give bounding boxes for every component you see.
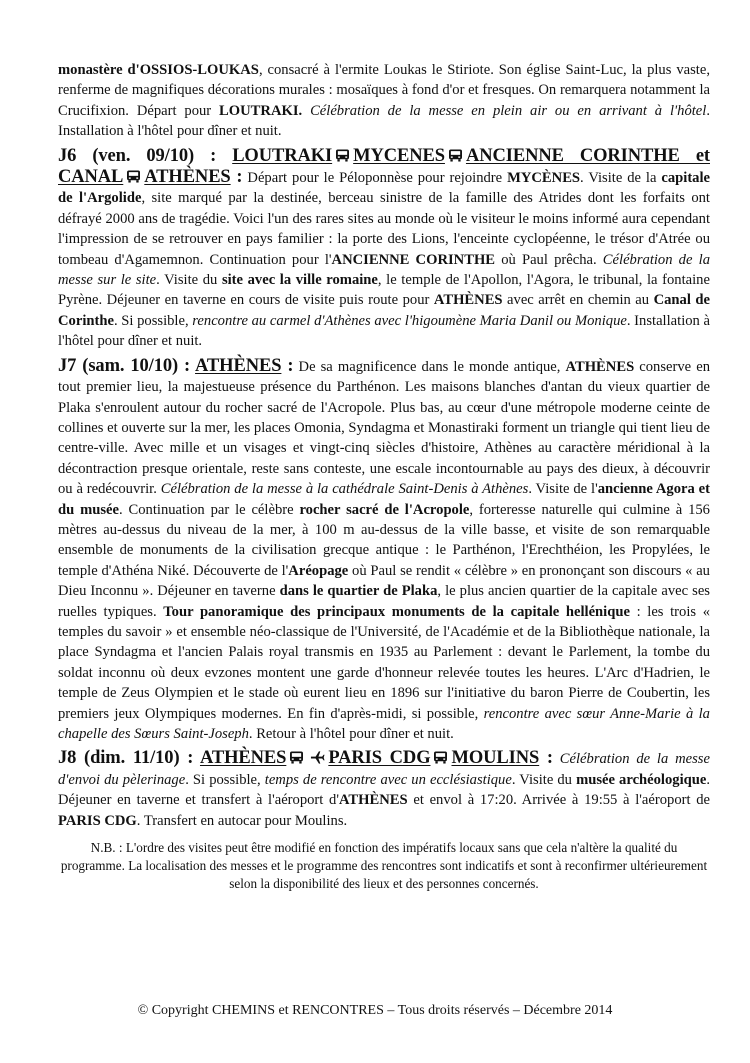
day-text: Départ pour le Péloponnèse pour rejoindre	[242, 170, 508, 187]
day-text: , le plus ancien quartier de la capitale avec ses ruelles typiques.	[58, 583, 710, 620]
bus-icon	[126, 170, 141, 183]
day-text: . Visite du	[511, 771, 577, 788]
mass-note: Célébration de la messe sur le site	[58, 251, 710, 289]
day-text: , le temple de l'Apollon, l'Agora, le tribunal, la fontaine Pyrène. Déjeuner en taverne en cours de visite puis route pour	[58, 272, 710, 309]
day-text: . Déjeuner en taverne et transfert à l'aéroport d'	[58, 771, 711, 809]
day-text: , site marqué par la destinée, berceau sinistre de la famille des Atrides dont les forfaits ont défrayé 2000 ans de tragédie. Voici l'un des rares sites au monde où le visiteur le moins informé aura cependant l'impression de se retrouver en pays familier : la porte des Lions, l'enceinte cyclopéenne, le trésor d'Atrée ou tombeau d'Agamemnon. Continuation pour l'	[58, 190, 710, 268]
bus-icon	[289, 751, 304, 764]
highlight-text: musée archéologique	[576, 771, 707, 788]
place-areopage: Aréopage	[288, 562, 349, 579]
day-j8-heading	[58, 748, 553, 768]
day-text: : les trois « temples du savoir » et ensemble néo-classique de l'Université, de l'Académie et de la Bibliothèque nationale, la place Syndagma et l'ancien Palais royal transmis en 1935 au Parlement : devant le Parlement, la tombe du soldat inconnu où deux evzones montent une garde d'honneur relevée toutes les heures. L'Arc d'Hadrien, le temple de Zeus Olympien et le stade où eurent lieu en 1896 sur l'initiative du baron Pierre de Coubertin, les premiers jeux Olympiques modernes. En fin d'après-midi, si possible,	[58, 603, 710, 722]
place-corinthe: ANCIENNE CORINTHE	[331, 251, 496, 268]
mass-note: Célébration de la messe à la cathédrale Saint-Denis à Athènes	[160, 481, 529, 498]
day-route	[200, 748, 539, 768]
day-j7	[58, 356, 710, 745]
day-text: . Transfert en autocar pour Moulins.	[136, 812, 348, 829]
highlight-text: capitale de l'Argolide	[58, 170, 711, 207]
day-text: conserve en tout premier lieu, la majestueuse présence du Parthénon. Les maisons blanches d'antan du vieux quartier de Plaka s'enroulent autour du rocher sacré de l'Acropole. Plus bas, au cœur d'une métropole moderne ceinte de collines et ouverte sur la mer, les places Omonia, Syndagma et Monastiraki forment un triangle qui tient lieu de centre-ville. Avec mille et un visages et vingt-cinq siècles d'histoire, Athènes au caractère méridional à la décontraction presque orientale, reste sans conteste, une escale incontournable au pays des dieux, à découvrir ou à redécouvrir.	[58, 358, 710, 498]
day-text: . Si possible,	[113, 312, 193, 329]
place-canal: Canal de Corinthe	[58, 292, 711, 329]
route-stop: LOUTRAKI	[232, 145, 333, 166]
day-label: J7 (sam. 10/10) :	[58, 355, 196, 376]
highlight-text: dans le quartier de Plaka	[279, 583, 438, 600]
day-j8	[58, 748, 710, 831]
meeting-note: rencontre au carmel d'Athènes avec l'higoumène Maria Danil ou Monique	[192, 312, 627, 329]
highlight-text: site avec la ville romaine	[221, 272, 378, 289]
route-stop: ANCIENNE CORINTHE et CANAL	[58, 145, 710, 188]
nb-note: N.B. : L'ordre des visites peut être modifié en fonction des impératifs locaux sans que cela n'altère la qualité du programme. La localisation des messes et le programme des rencontres sont indicatifs et sont à reconfirmer ultérieurement selon la disponibilité des lieux et des personnes concernés.	[60, 840, 708, 891]
route-stop: ATHÈNES	[199, 748, 287, 769]
place-athenes: ATHÈNES	[338, 792, 408, 809]
day-text: . Si possible,	[185, 771, 265, 788]
program-page	[58, 60, 710, 906]
highlight-text: Tour panoramique des principaux monuments de la capitale hellénique	[163, 603, 630, 620]
meeting-note: rencontre avec sœur Anne-Marie à la chapelle des Sœurs Saint-Joseph	[58, 705, 710, 742]
day-text: et envol à 17:20. Arrivée à 19:55 à l'aéroport de	[407, 792, 711, 809]
day-j6	[58, 146, 710, 352]
bus-icon	[433, 751, 448, 764]
mass-note: Célébration de la messe en plein air ou en arrivant à l'hôtel	[310, 102, 707, 119]
highlight-text: rocher sacré de l'Acropole	[299, 501, 470, 518]
day-label: J6 (ven. 09/10) :	[58, 145, 233, 166]
place-ossios-loukas: OSSIOS-LOUKAS	[139, 62, 259, 78]
spacer-text	[553, 751, 560, 767]
day-text: . Continuation par le célèbre	[119, 501, 300, 518]
intro-text: monastère d'	[58, 62, 140, 78]
place-athenes: ATHÈNES	[565, 358, 635, 375]
place-paris-cdg: PARIS CDG	[58, 812, 137, 829]
place-mycenes: MYCÈNES	[507, 170, 581, 187]
day-text: . Visite du	[156, 272, 222, 289]
day-j7-heading	[58, 356, 293, 376]
spacer-text	[302, 103, 310, 119]
bus-icon	[335, 149, 350, 162]
day-text: avec arrêt en chemin au	[502, 292, 654, 309]
day-text: où Paul se rendit « célèbre » en prononçant son discours « au Dieu Inconnu ». Déjeuner en taverne	[58, 562, 710, 600]
route-stop: MOULINS	[451, 748, 540, 769]
airplane-icon	[310, 750, 325, 765]
day-separator: :	[281, 355, 294, 376]
day-separator: :	[230, 167, 243, 188]
day-route	[195, 356, 281, 376]
intro-paragraph	[58, 60, 710, 142]
day-text: . Retour à l'hôtel pour dîner et nuit.	[248, 726, 454, 742]
route-stop: PARIS CDG	[328, 748, 431, 769]
place-loutraki: LOUTRAKI.	[219, 102, 303, 119]
day-text: où Paul prêcha.	[495, 251, 603, 268]
route-stop: MYCENES	[353, 145, 445, 166]
day-text: . Visite de l'	[528, 481, 598, 498]
bus-icon	[448, 149, 463, 162]
route-stop: ATHÈNES	[144, 167, 231, 188]
route-stop: ATHÈNES	[195, 355, 282, 376]
day-text: . Visite de la	[580, 170, 662, 187]
day-separator: :	[539, 748, 553, 769]
day-label: J8 (dim. 11/10) :	[58, 748, 200, 769]
day-text: , forteresse naturelle qui culmine à 156 mètres au-dessus du niveau de la mer, à 100 m au-dessus de la ville basse, et visite de son remarquable ensemble de monuments de la civilisation grecque antique : le Parthénon, l'Erechthéion, les Propylées, le temple d'Athéna Niké. Découverte de l'	[58, 501, 710, 579]
intro-text: . Installation à l'hôtel pour dîner et nuit.	[58, 102, 710, 140]
day-text: De sa magnificence dans le monde antique,	[293, 358, 566, 375]
intro-text: , consacré à l'ermite Loukas le Stiriote. Son église Saint-Luc, la plus vaste, renferme de magnifiques décorations murales : mosaïques à fond d'or et fresques. On remarquera notamment la Crucifixion. Départ pour	[58, 62, 710, 119]
meeting-note: temps de rencontre avec un ecclésiastique	[264, 771, 512, 788]
copyright-footer: © Copyright CHEMINS et RENCONTRES – Tous droits réservés – Décembre 2014	[137, 1003, 613, 1018]
highlight-text: ancienne Agora et du musée	[58, 481, 710, 518]
mass-note: Célébration de la messe d'envoi du pèlerinage	[58, 751, 710, 788]
day-text: . Installation à l'hôtel pour dîner et nuit.	[58, 312, 710, 350]
place-athenes: ATHÈNES	[433, 292, 503, 309]
